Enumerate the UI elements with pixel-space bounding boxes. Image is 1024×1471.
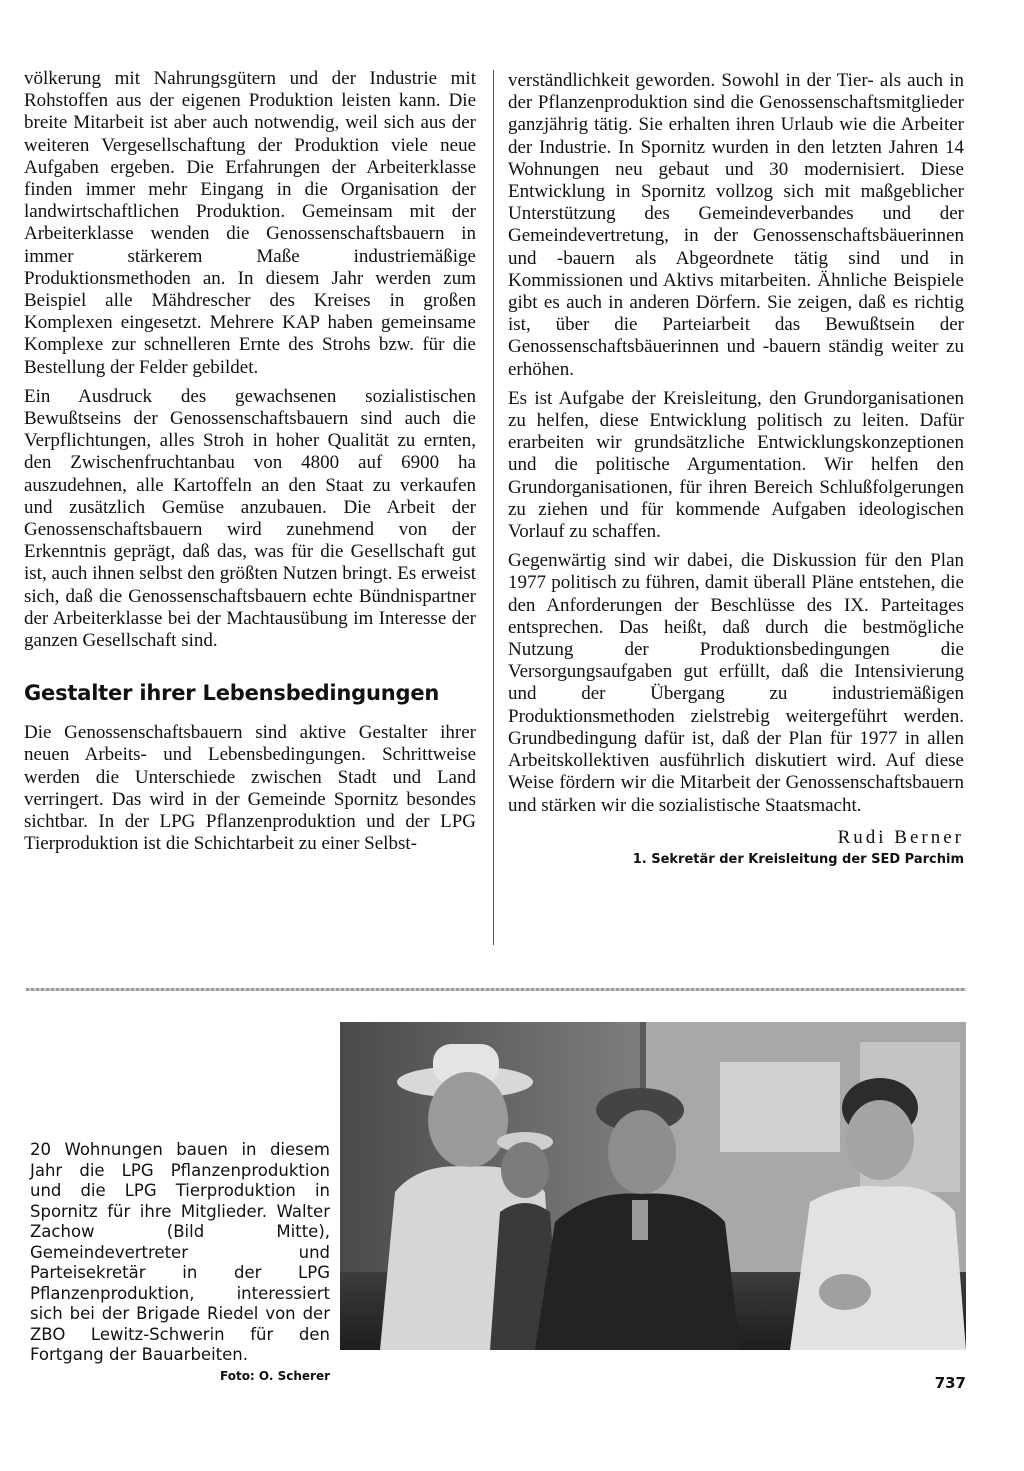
photo-illustration (340, 1022, 966, 1350)
photo-caption (30, 1140, 330, 1386)
article-paragraph: Ein Ausdruck des gewachsenen sozialistischen Bewußtseins der Genossenschaftsbauern sind auch die Verpflichtungen, alles Stroh in hoher Qualität zu ernten, den Zwischenfruchtanbau von 4800 auf 6900 ha auszudehnen, alle Kartoffeln an den Staat zu verkaufen und zusätzlich Gemüse anzubauen. Die Arbeit der Genossenschaftsbauern wird zunehmend von der Erkenntnis geprägt, daß das, was für die Gesellschaft gut ist, auch ihnen selbst den größten Nutzen bringt. Es erweist sich, daß die Genossenschaftsbauern echte Bündnispartner der Arbeiterklasse bei der Machtausübung im Interesse der ganzen Gesellschaft sind. (24, 385, 476, 652)
photo-caption-text: 20 Wohnungen bauen in diesem Jahr die LPG Pflanzenproduktion und die LPG Tierproduktion in Spornitz für ihre Mitglieder. Walter Zachow (Bild Mitte), Gemeindevertreter und Parteisekretär in der LPG Pflanzenproduktion, interessiert sich bei der Brigade Riedel von der ZBO Lewitz-Schwerin für den Fortgang der Bauarbeiten. (30, 1140, 330, 1364)
article-paragraph: Es ist Aufgabe der Kreisleitung, den Grundorganisationen zu helfen, diese Entwicklung politisch zu leiten. Dafür erarbeiten wir grundsätzliche Entwicklungskonzeptionen und die politische Argumentation. Wir helfen den Grundorganisationen, für ihren Bereich Schlußfolgerungen zu ziehen und für kommende Aufgaben ideologischen Vorlauf zu schaffen. (508, 387, 964, 543)
news-photo (340, 1022, 966, 1350)
article-right-column (508, 70, 964, 869)
article-paragraph: Gegenwärtig sind wir dabei, die Diskussion für den Plan 1977 politisch zu führen, damit überall Pläne entstehen, die den Anforderungen der Beschlüsse des IX. Parteitages entsprechen. Das heißt, daß durch die bestmögliche Nutzung der Produktionsbedingungen die Versorgungsaufgaben gut erfüllt, daß die Intensivierung und der Übergang zu industriemäßigen Produktionsmethoden zielstrebig weitergeführt werden. Grundbedingung dafür ist, daß der Plan für 1977 in allen Arbeitskollektiven ausführlich diskutiert wird. Auf diese Weise fördern wir die Mitarbeit der Genossenschaftsbauern und stärken wir die sozialistische Staatsmacht. (508, 550, 964, 816)
photo-credit: Foto: O. Scherer (220, 1368, 330, 1383)
article-paragraph: verständlichkeit geworden. Sowohl in der Tier- als auch in der Pflanzenproduktion sind die Genossenschaftsmitglieder ganzjährig tätig. Sie erhalten ihren Urlaub wie die Arbeiter der Industrie. In Spornitz wurden in den letzten Jahren 14 Wohnungen neu gebaut und 30 modernisiert. Diese Entwicklung in Spornitz vollzog sich mit maßgeblicher Unterstützung des Gemeindeverbandes und der Gemeindevertretung, in der Genossenschaftsbäuerinnen und -bauern als Abgeordnete tätig sind und in Kommissionen und Aktivs mitarbeiten. Ähnliche Beispiele gibt es auch in anderen Dörfern. Sie zeigen, daß es richtig ist, über die Parteiarbeit das Bewußtsein der Genossenschaftsbäuerinnen und -bauern ständig weiter zu erhöhen. (508, 70, 964, 380)
author-role: 1. Sekretär der Kreisleitung der SED Parchim (632, 851, 964, 867)
author-name: Rudi Berner (837, 826, 964, 848)
article-paragraph: Die Genossenschaftsbauern sind aktive Gestalter ihrer neuen Arbeits- und Lebensbedingungen. Schrittweise werden die Unterschiede zwischen Stadt und Land verringert. Das wird in der Gemeinde Spornitz besondes sichtbar. In der LPG Pflanzenproduktion und der LPG Tierproduktion ist die Schichtarbeit zu einer Selbst- (24, 722, 476, 855)
article-paragraph: völkerung mit Nahrungsgütern und der Industrie mit Rohstoffen aus der eigenen Produktion leisten kann. Die breite Mitarbeit ist aber auch notwendig, weil sich aus der weiteren Vergesellschaftung der Produktion viele neue Aufgaben ergeben. Die Erfahrungen der Arbeiterklasse finden immer mehr Eingang in die Organisation der landwirtschaftlichen Produktion. Gemeinsam mit der Arbeiterklasse wenden die Genossenschaftsbauern in immer stärkerem Maße industriemäßige Produktionsmethoden an. In diesem Jahr werden zum Beispiel alle Mähdrescher des Kreises in großen Komplexen eingesetzt. Mehrere KAP haben gemeinsame Komplexe zur schnelleren Ernte des Strohs bzw. für die Bestellung der Felder gebildet. (24, 68, 476, 378)
section-heading: Gestalter ihrer Lebensbedingungen (24, 681, 440, 706)
section-separator (26, 988, 966, 991)
article-left-column (24, 68, 476, 856)
column-divider (493, 70, 494, 945)
page-number: 737 (934, 1374, 966, 1392)
